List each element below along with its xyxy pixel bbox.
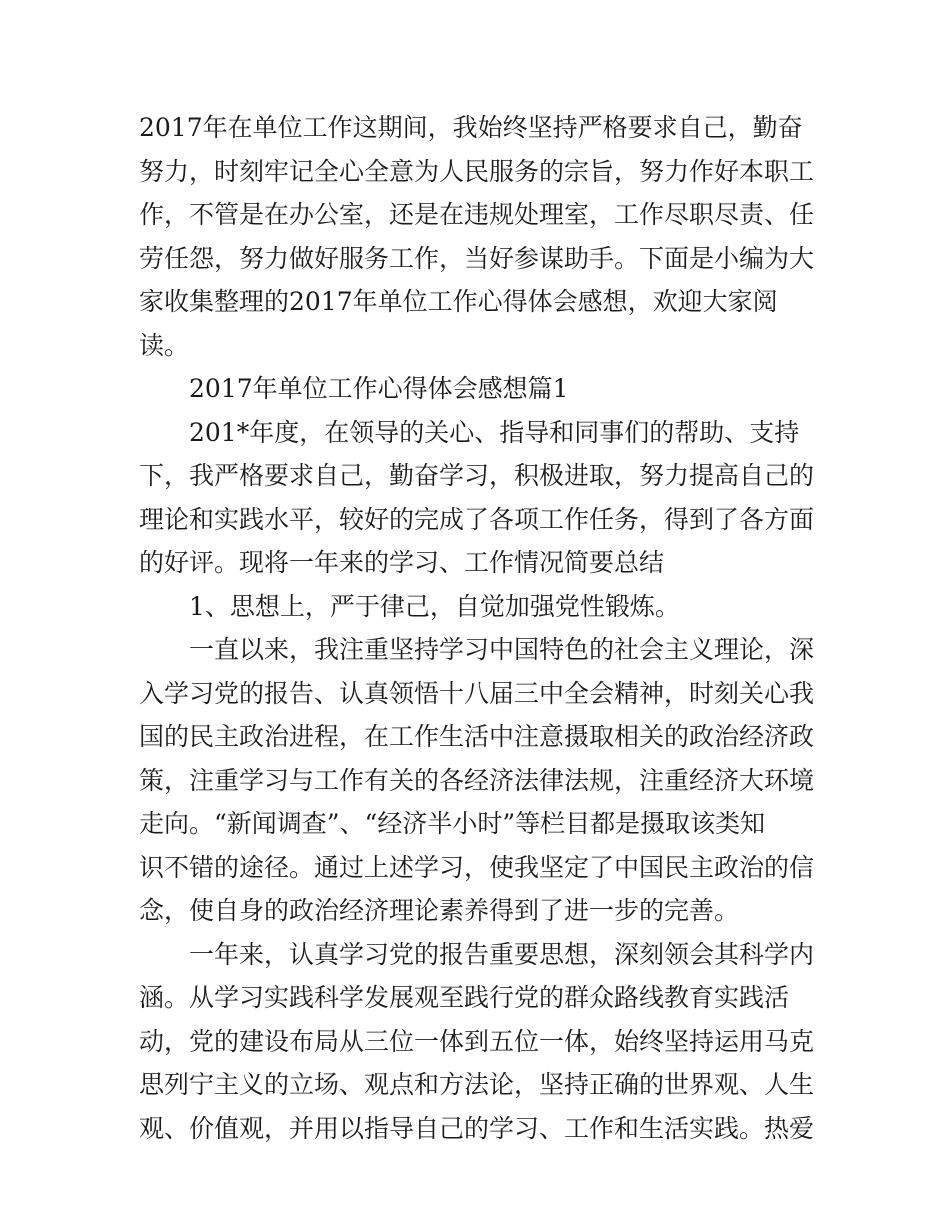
- paragraph-line: 下，我严格要求自己，勤奋学习，积极进取，努力提高自己的: [139, 461, 815, 490]
- subheading: 1、思想上，严于律己，自觉加强党性锻炼。: [189, 591, 680, 621]
- section-heading: 2017年单位工作心得体会感想篇1: [189, 374, 569, 403]
- paragraph-line: 一年来，认真学习党的报告重要思想，深刻领会其科学内: [189, 939, 815, 969]
- paragraph-line: 观、价值观，并用以指导自己的学习、工作和生活实践。热爱: [139, 1113, 815, 1143]
- paragraph-line: 思列宁主义的立场、观点和方法论，坚持正确的世界观、人生: [139, 1070, 815, 1099]
- document-body: [139, 106, 819, 1150]
- paragraph-line: 动，党的建设布局从三位一体到五位一体，始终坚持运用马克: [139, 1026, 815, 1056]
- paragraph-line: 国的民主政治进程，在工作生活中注意摄取相关的政治经济政: [139, 722, 815, 751]
- paragraph-line: 走向。“新闻调查”、“经济半小时”等栏目都是摄取该类知: [139, 809, 766, 838]
- intro-line-3: 作，不管是在办公室，还是在违规处理室，工作尽职尽责、任: [139, 200, 815, 229]
- intro-line-6: 读。: [139, 330, 190, 360]
- paragraph-line: 一直以来，我注重坚持学习中国特色的社会主义理论，深: [189, 635, 815, 664]
- paragraph-line: 策，注重学习与工作有关的各经济法律法规，注重经济大环境: [139, 765, 815, 795]
- paragraph-line: 涵。从学习实践科学发展观至践行党的群众路线教育实践活: [139, 983, 790, 1012]
- paragraph-line: 理论和实践水平，较好的完成了各项工作任务，得到了各方面: [139, 504, 815, 534]
- intro-line-1: 2017年在单位工作这期间，我始终坚持严格要求自己，勤奋: [139, 113, 803, 142]
- paragraph-line: 入学习党的报告、认真领悟十八届三中全会精神，时刻关心我: [139, 678, 815, 708]
- intro-line-5: 家收集整理的2017年单位工作心得体会感想，欢迎大家阅: [139, 287, 778, 316]
- paragraph-line: 201*年度，在领导的关心、指导和同事们的帮助、支持: [189, 417, 800, 447]
- intro-line-2: 努力，时刻牢记全心全意为人民服务的宗旨，努力作好本职工: [139, 156, 815, 186]
- intro-line-4: 劳任怨，努力做好服务工作，当好参谋助手。下面是小编为大: [139, 243, 815, 273]
- paragraph-line: 识不错的途径。通过上述学习，使我坚定了中国民主政治的信: [139, 852, 815, 882]
- paragraph-line: 的好评。现将一年来的学习、工作情况简要总结: [139, 548, 665, 577]
- paragraph-line: 念，使自身的政治经济理论素养得到了进一步的完善。: [139, 896, 740, 925]
